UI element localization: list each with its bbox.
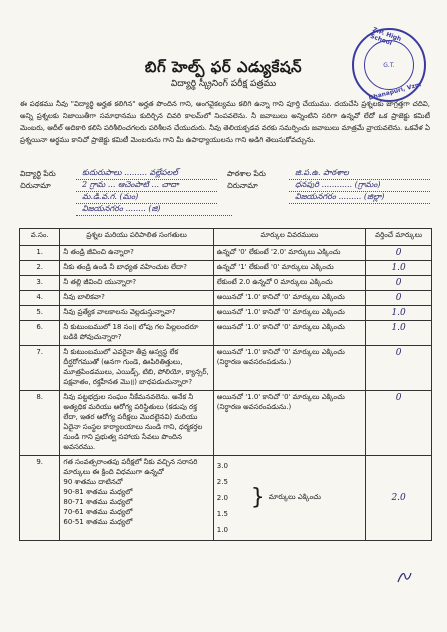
row-criteria: నీ తండ్రి జీవించి ఉన్నారా? [60, 246, 213, 261]
table-row [20, 306, 432, 321]
row9-range-1: 90-81 శాతము మధ్యలో [63, 488, 133, 496]
table-row [20, 276, 432, 291]
row-basis: అయినచో '1.0' కానిచో '0' మార్కులు ఎక్కించు (నిర్ధారణ అవసరంపడును.) [213, 391, 365, 456]
district-value: విజయనగరం ......... (జిల్లా) [289, 192, 430, 204]
row-marks[interactable]: 1.0 [366, 321, 432, 346]
row9-range-3: 70-61 శాతము మధ్యలో [63, 508, 133, 516]
row-marks[interactable]: 2.0 [366, 456, 432, 541]
row9-option-values [217, 458, 247, 538]
row-criteria: నీ కుటుంబములో ఎవరైనా తీవ్ర అస్వస్థ లేక దీర్ఘరోగముతో (అనగా గుండె, ఊపిరితిత్తులు, మూత్రపిండములు, ఎయిడ్స్, టిబి, పోలియో, క్యాన్సర్, పక్షవాతం, రక్తహీనత మొ॥) బాధపడుచున్నారా? [60, 346, 213, 391]
table-row [20, 321, 432, 346]
address-label: చిరునామా [20, 181, 51, 190]
form-title: బిగ్ హెల్ప్ ఫర్ ఎడ్యుకేషన్ [144, 58, 303, 76]
criteria-table [19, 228, 432, 541]
row-criteria [60, 456, 213, 541]
field-row-address [20, 180, 430, 192]
option-value: 3.0 [216, 462, 228, 470]
table-row [20, 246, 432, 261]
row-num: 5. [20, 306, 60, 321]
option-value: 2.0 [216, 494, 228, 502]
field-row-mandal [20, 192, 430, 204]
intro-paragraph: ఈ పథకము నీవు "విద్యార్థి అర్హత కలిగిన" అర్హత పొందిన గాని, అంగవైకల్యము కలిగి ఉన్నా గాని పూర్తి చేయుము. దయచేసి ప్రశ్నలకు జాగ్రత్తగా చదివి, అన్ని ప్రశ్నలకు నిజాయితీగా సమాధానము కుదిర్చిన చివరి కాలమ్‌లో నింపవలెను. నీ జవాబులు అన్నింటిని సరిగా ఉన్నవో లేదో ఒక ప్రాజెక్టు కమిటీ మెంబరు, ఆదీల్ అదికారి కలిసి పరిశీలించగలరు పరిశీలన చేయుదురు. నీవు తెలియక్పడవ వరకు సమర్పించు జవాబులు మాత్రమే వ్రాయవలెను. ఒకవేళ ఏ ప్రశ్నయినా అర్థము కానిచో ప్రాజెక్టు కమిటీ మెంబరును గాని మీ ఉపాధ్యాయులను గాని అడిగి తెలుసుకోవచ్చును. [20, 100, 430, 144]
row9-criteria-text: గత సంవత్సరాంతపు పరీక్షలో నీకు వచ్చిన సరాసరి మార్కులు ఈ క్రింది విధముగా ఉన్నచో [63, 458, 198, 476]
row-basis: అయినచో '1.0' కానిచో '0' మార్కులు ఎక్కించు (నిర్ధారణ అవసరంపడును.) [213, 346, 365, 391]
row-criteria: నీవు బాలికవా? [60, 291, 213, 306]
row-basis: అయినచో '1.0' కానిచో '0' మార్కులు ఎక్కించు [213, 321, 365, 346]
stamp-ring-bottom: Dhanapuri, Vzm [368, 81, 422, 102]
row-num: 6. [20, 321, 60, 346]
option-value: 1.0 [216, 526, 228, 534]
row-criteria: నీ తల్లి జీవించి యున్నారా? [60, 276, 213, 291]
field-row-name [20, 168, 430, 180]
row-basis: అయినచో '1.0' కానిచో '0' మార్కులు ఎక్కించు [213, 291, 365, 306]
header-num: వ.సం. [20, 229, 60, 246]
row-basis: ఉన్నచో '0' లేకుంటే '2.0' మార్కులు ఎక్కించు [213, 246, 365, 261]
row-basis: అయినచో '1.0' కానిచో '0' మార్కులు ఎక్కించు [213, 306, 365, 321]
row-marks[interactable]: 0 [366, 291, 432, 306]
school-name-value: జి.ప.ఉ. పాఠశాల [289, 168, 430, 180]
table-row [20, 291, 432, 306]
header-marks: వర్తించే మార్కులు [366, 229, 432, 246]
address-value: 2 గ్రామ ... ఆచెంపాటి ... చాదా [76, 180, 217, 192]
row-criteria: నీవు పట్టభద్రుల సంఘం నీకేమనవలెను. అనేక నీ అత్యధిక మరియు ఆరోగ్య పరిస్థితులు (కడుపు రక్త లేదా, ఇతర ఆరోగ్య పరీక్షలు మొదలైనవి) మరియు ఏదైనా సంస్థల కార్యాలయాలు నుండి గాని, ధర్మకర్తల నుండి గాని ప్రభుత్వ సహాయ సేవలు పొందిన అవసరము. [60, 391, 213, 456]
row-num: 1. [20, 246, 60, 261]
field-row-extra [20, 204, 430, 216]
row9-range-0: 90 శాతము దాటినచో [63, 478, 123, 486]
row-basis [213, 456, 365, 541]
student-name-label: విద్యార్థి పేరు [20, 169, 56, 178]
option-value: 2.5 [216, 478, 228, 486]
school-name-label: పాఠశాల పేరు [227, 169, 266, 178]
signature-mark [395, 568, 413, 586]
student-name-value: కుదురుపాలు ......... వల్లేపలల్ [76, 168, 217, 180]
stamp-center-text: G.T. [383, 61, 395, 69]
row-num: 2. [20, 261, 60, 276]
table-row [20, 391, 432, 456]
row9-range-2: 80-71 శాతము మధ్యలో [63, 498, 133, 506]
row9-basis-note: మార్కులు ఎక్కించు [268, 493, 321, 501]
address2-label: చిరునామా [227, 181, 258, 190]
table-row [20, 261, 432, 276]
row-marks[interactable]: 0 [366, 276, 432, 291]
row-basis: లేకుంటే 2.0 ఉన్నచో 0 మార్కులు ఎక్కించు [213, 276, 365, 291]
row-num: 9. [20, 456, 60, 541]
row-criteria: నీ కుటుంబములో 18 సం॥ లోపు గల పిల్లలందరూ బడికి పోవుచున్నారా? [60, 321, 213, 346]
row-marks[interactable]: 0 [366, 391, 432, 456]
row-marks[interactable]: 0 [366, 246, 432, 261]
table-row [20, 456, 432, 541]
stamp-ring-top: Z.P. High School [369, 26, 403, 48]
header-criteria: ప్రశ్నల మరియు పరిపాలిత సంగతులు [60, 229, 213, 246]
table-header-row [20, 229, 432, 246]
header-basis: మార్కుల వివరములు [213, 229, 365, 246]
row-marks[interactable]: 1.0 [366, 306, 432, 321]
option-value: 1.5 [216, 510, 228, 518]
row-criteria: నీకు తండ్రి ఉండి నీ బాధ్యత వహించుట లేదా? [60, 261, 213, 276]
extra-address-value: విజయనగరం ........ (జి) [76, 204, 232, 216]
address2-value: ధనపురి ............ (గ్రామం) [289, 180, 430, 192]
student-details [20, 168, 430, 216]
table-row [20, 346, 432, 391]
row-criteria: నీవు ప్రత్యేక వాలకాలను వెల్లడుస్తున్నావా? [60, 306, 213, 321]
row-num: 8. [20, 391, 60, 456]
row-num: 7. [20, 346, 60, 391]
row-marks[interactable]: 0 [366, 346, 432, 391]
mandal-value: మ.డి.వ.గ. (మం) [76, 192, 217, 204]
row-num: 3. [20, 276, 60, 291]
row-num: 4. [20, 291, 60, 306]
brace-icon: } [250, 485, 265, 510]
row9-range-4: 60-51 శాతము మధ్యలో [63, 518, 133, 526]
row-basis: ఉన్నచో '1' లేకుంటే '0' మార్కులు ఎక్కించు [213, 261, 365, 276]
row9-options [217, 458, 362, 538]
row-marks[interactable]: 1.0 [366, 261, 432, 276]
form-subtitle: విద్యార్థి స్క్రీనింగ్ పరీక్ష పత్రము [170, 79, 277, 89]
